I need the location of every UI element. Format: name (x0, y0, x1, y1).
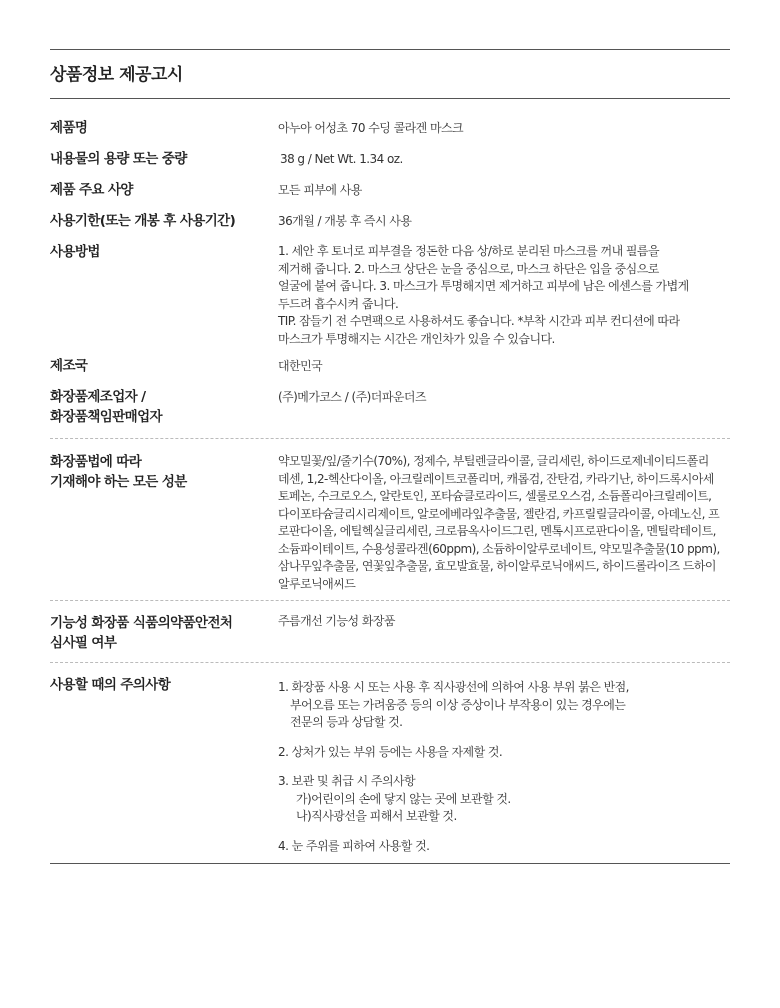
label-manufacturer (50, 387, 270, 427)
usage-line: 얼굴에 붙여 줍니다. 3. 마스크가 투명해지면 제거하고 피부에 남은 에센스를 가볍게 (278, 279, 689, 293)
label-line: 화장품제조업자 / (50, 389, 146, 405)
caution-item-1 (278, 679, 734, 732)
dashed-divider (50, 438, 730, 439)
label-line: 화장품법에 따라 (50, 454, 142, 470)
value-functional: 주름개선 기능성 화장품 (278, 614, 395, 628)
value-country: 대한민국 (278, 359, 323, 373)
caution-line: 4. 눈 주위를 피하여 사용할 것. (278, 838, 430, 853)
label-caution: 사용할 때의 주의사항 (50, 677, 171, 693)
ingredient-line: 소듐파이테이트, 수용성콜라겐(60ppm), 소듐하이알루로네이트, 약모밀추출물(10 ppm), (278, 541, 720, 556)
value-caution (278, 679, 734, 855)
ingredient-line: 로판다이올, 에틸헥실글리세린, 크로뮴옥사이드그린, 멘톡시프로판다이올, 멘틸락테이트, (278, 524, 716, 538)
caution-line: 나)직사광선을 피해서 보관할 것. (296, 809, 457, 823)
ingredient-line: 약모밀꽃/잎/줄기수(70%), 정제수, 부틸렌글라이콜, 글리세린, 하이드로제네이티드폴리 (278, 454, 709, 468)
value-expiry: 36개월 / 개봉 후 즉시 사용 (278, 214, 412, 228)
dashed-divider (50, 600, 730, 601)
usage-line: 제거해 줍니다. 2. 마스크 상단은 눈을 중심으로, 마스크 하단은 입을 중심으로 (278, 261, 659, 276)
caution-item-4 (278, 838, 734, 856)
caution-line: 가)어린이의 손에 닿지 않는 곳에 보관할 것. (296, 791, 511, 806)
label-expiry: 사용기한(또는 개봉 후 사용기간) (50, 213, 236, 229)
bottom-divider (50, 863, 730, 864)
ingredient-line: 다이포타슘글리시리제이트, 알로에베라잎추출물, 젤란검, 카프릴릴글라이콜, 아데노신, 프 (278, 506, 720, 521)
label-country: 제조국 (50, 358, 88, 374)
caution-item-2 (278, 744, 734, 762)
value-usage (278, 243, 734, 348)
value-product-name: 아누아 어성초 70 수딩 콜라겐 마스크 (278, 121, 464, 135)
value-spec: 모든 피부에 사용 (278, 183, 362, 197)
caution-line: 전문의 등과 상담할 것. (290, 715, 403, 729)
caution-line: 2. 상처가 있는 부위 등에는 사용을 자제할 것. (278, 744, 503, 759)
usage-line: 마스크가 투명해지는 시간은 개인차가 있을 수 있습니다. (278, 331, 555, 346)
title-divider (50, 98, 730, 99)
caution-line: 3. 보관 및 취급 시 주의사항 (278, 774, 416, 788)
value-volume: 38 g / Net Wt. 1.34 oz. (280, 152, 403, 166)
caution-item-3 (278, 773, 734, 826)
label-line: 기능성 화장품 식품의약품안전처 (50, 615, 233, 631)
label-line: 심사필 여부 (50, 635, 117, 651)
caution-line: 1. 화장품 사용 시 또는 사용 후 직사광선에 의하여 사용 부위 붉은 반점, (278, 680, 629, 694)
caution-line: 부어오름 또는 가려움증 등의 이상 증상이나 부작용이 있는 경우에는 (290, 697, 626, 712)
ingredient-line: 토페논, 수크로오스, 알란토인, 포타슘클로라이드, 셀룰로오스검, 소듐폴리아크릴레이트, (278, 489, 712, 503)
label-functional (50, 613, 270, 653)
label-line: 화장품책임판매업자 (50, 409, 162, 425)
label-spec: 제품 주요 사양 (50, 182, 133, 198)
dashed-divider (50, 662, 730, 663)
label-usage: 사용방법 (50, 244, 100, 260)
usage-line: 두드려 흡수시켜 줍니다. (278, 296, 399, 311)
ingredient-line: 삼나무잎추출물, 연꽃잎추출물, 효모발효물, 하이알루로닉애씨드, 하이드롤라이즈 드하이 (278, 559, 716, 573)
label-line: 기재해야 하는 모든 성분 (50, 474, 187, 490)
usage-line: TIP. 잠들기 전 수면팩으로 사용하셔도 좋습니다. *부착 시간과 피부 컨디션에 따라 (278, 314, 680, 328)
product-info-notice (50, 49, 730, 853)
label-ingredients (50, 452, 270, 492)
label-volume: 내용물의 용량 또는 중량 (50, 151, 187, 167)
ingredient-line: 알루로닉애씨드 (278, 576, 356, 591)
value-ingredients (278, 453, 734, 593)
label-product-name: 제품명 (50, 120, 88, 136)
value-manufacturer: (주)메가코스 / (주)더파운더즈 (278, 390, 427, 404)
usage-line: 1. 세안 후 토너로 피부결을 정돈한 다음 상/하로 분리된 마스크를 꺼내 필름을 (278, 244, 660, 258)
page-title: 상품정보 제공고시 (50, 65, 183, 85)
ingredient-line: 데센, 1,2-헥산다이올, 아크릴레이트코폴리머, 캐롭검, 잔탄검, 카라기난, 하이드록시아세 (278, 471, 714, 486)
